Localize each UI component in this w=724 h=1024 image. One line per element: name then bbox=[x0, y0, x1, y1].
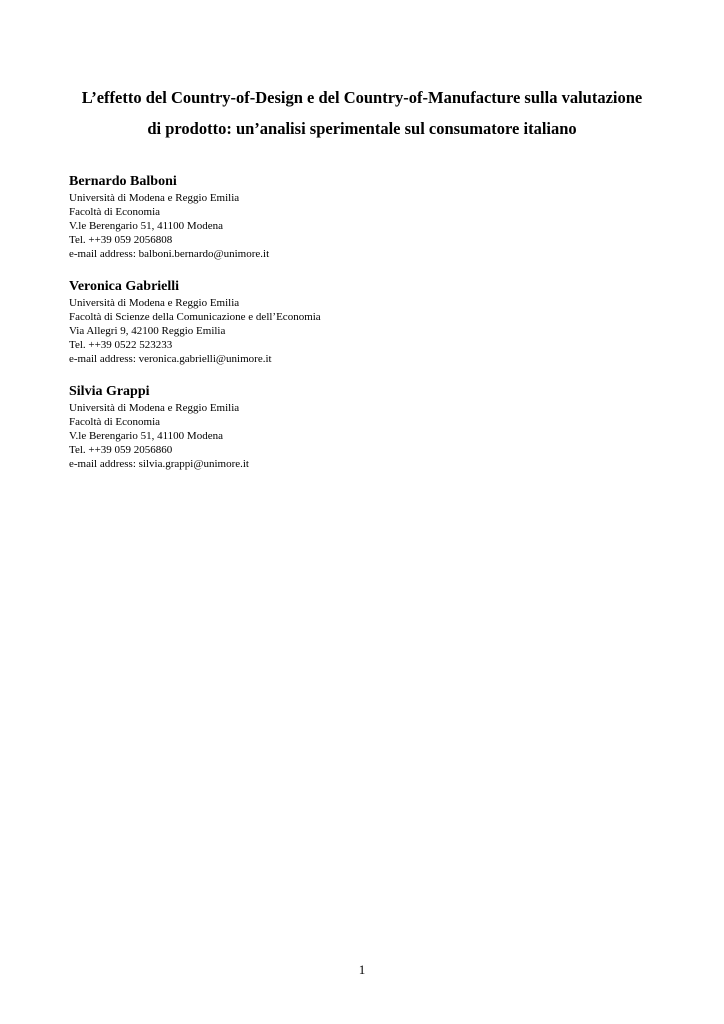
author-university: Università di Modena e Reggio Emilia bbox=[69, 297, 240, 309]
author-phone: Tel. ++39 059 2056860 bbox=[69, 444, 173, 456]
author-block-grappi bbox=[69, 383, 669, 471]
author-list bbox=[69, 173, 669, 488]
author-address: Via Allegri 9, 42100 Reggio Emilia bbox=[69, 325, 226, 337]
paper-title bbox=[40, 82, 684, 144]
author-block-balboni bbox=[69, 173, 669, 261]
author-block-gabrielli bbox=[69, 278, 669, 366]
author-email: e-mail address: silvia.grappi@unimore.it bbox=[69, 458, 249, 470]
author-name: Bernardo Balboni bbox=[69, 174, 177, 189]
author-phone: Tel. ++39 059 2056808 bbox=[69, 234, 173, 246]
author-email: e-mail address: veronica.gabrielli@unimore.it bbox=[69, 353, 272, 365]
page-number: 1 bbox=[358, 962, 366, 977]
author-faculty: Facoltà di Scienze della Comunicazione e dell’Economia bbox=[69, 311, 321, 323]
author-address: V.le Berengario 51, 41100 Modena bbox=[69, 220, 223, 232]
author-university: Università di Modena e Reggio Emilia bbox=[69, 192, 240, 204]
author-email: e-mail address: balboni.bernardo@unimore.it bbox=[69, 248, 270, 260]
author-university: Università di Modena e Reggio Emilia bbox=[69, 402, 240, 414]
author-name: Veronica Gabrielli bbox=[69, 279, 180, 294]
author-phone: Tel. ++39 0522 523233 bbox=[69, 339, 173, 351]
title-line-1: L’effetto del Country-of-Design e del Country-of-Manufacture sulla valutazione bbox=[81, 88, 643, 107]
author-faculty: Facoltà di Economia bbox=[69, 206, 161, 218]
author-address: V.le Berengario 51, 41100 Modena bbox=[69, 430, 223, 442]
author-name: Silvia Grappi bbox=[69, 384, 150, 399]
author-faculty: Facoltà di Economia bbox=[69, 416, 161, 428]
title-line-2: di prodotto: un’analisi sperimentale sul consumatore italiano bbox=[147, 119, 577, 138]
